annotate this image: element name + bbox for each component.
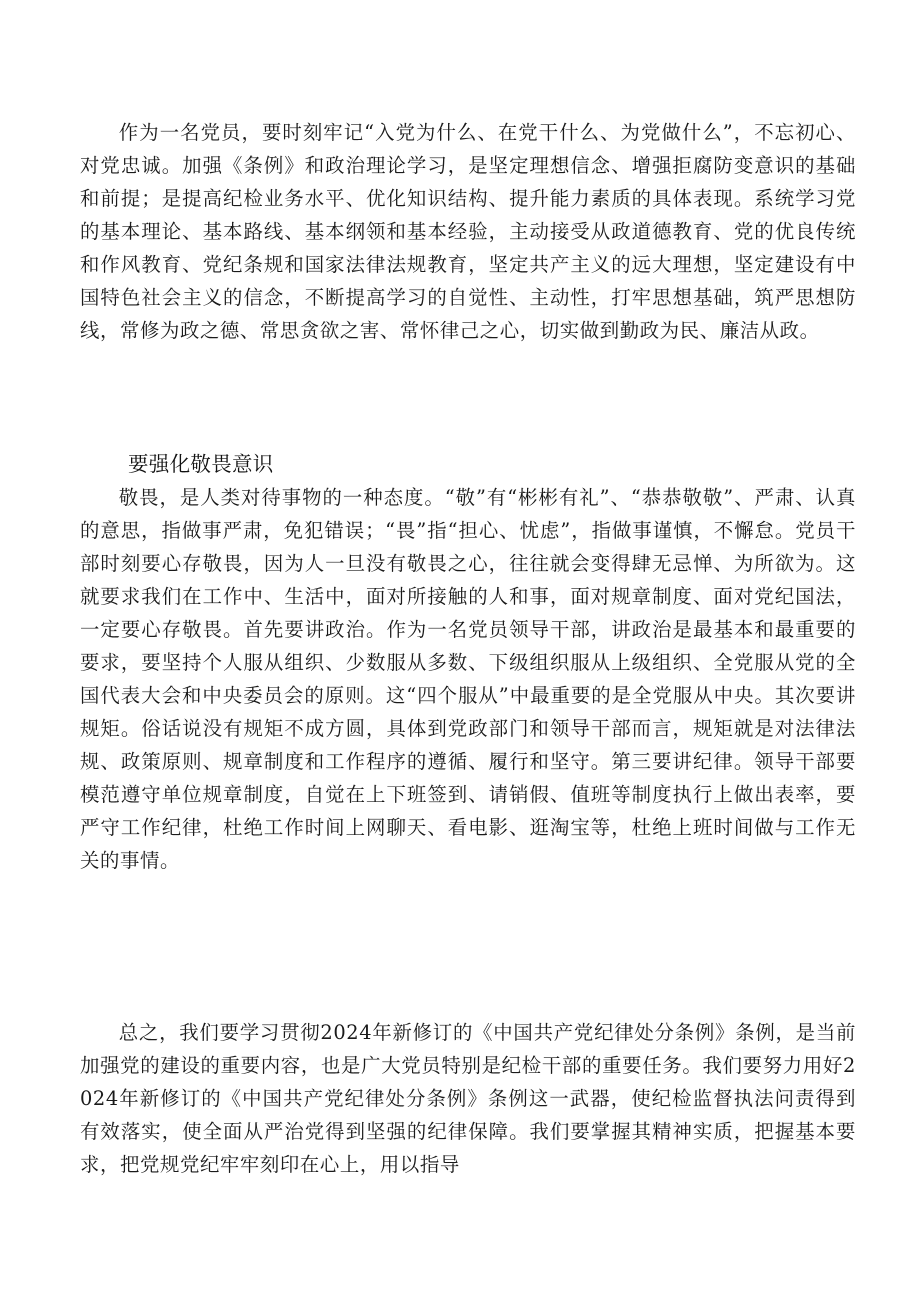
body-paragraph-conclusion: 总之，我们要学习贯彻2024年新修订的《中国共产党纪律处分条例》条例，是当前加强党的建设的重要内容，也是广大党员特别是纪检干部的重要任务。我们要努力用好2024年新修订的《中国共产党纪律处分条例》条例这一武器，使纪检监督执法问责得到有效落实，使全面从严治党得到坚强的纪律保障。我们要掌握其精神实质，把握基本要求，把党规党纪牢牢刻印在心上，用以指导 [80, 1021, 856, 1176]
body-paragraph-party-loyalty: 作为一名党员，要时刻牢记“入党为什么、在党干什么、为党做什么”，不忘初心、对党忠诚。加强《条例》和政治理论学习，是坚定理想信念、增强拒腐防变意识的基础和前提；是提高纪检业务水平、优化知识结构、提升能力素质的具体表现。系统学习党的基本理论、基本路线、基本纲领和基本经验，主动接受从政道德教育、党的优良传统和作风教育、党纪条规和国家法律法规教育，坚定共产主义的远大理想，坚定建设有中国特色社会主义的信念，不断提高学习的自觉性、主动性，打牢思想基础，筑严思想防线，常修为政之德、常思贪欲之害、常怀律己之心，切实做到勤政为民、廉洁从政。 [80, 121, 856, 342]
body-paragraph-reverence: 敬畏，是人类对待事物的一种态度。“敬”有“彬彬有礼”、“恭恭敬敬”、严肃、认真的意思，指做事严肃，免犯错误；“畏”指“担心、忧虑”，指做事谨慎，不懈怠。党员干部时刻要心存敬畏，因为人一旦没有敬畏之心，往往就会变得肆无忌惮、为所欲为。这就要求我们在工作中、生活中，面对所接触的人和事，面对规章制度、面对党纪国法，一定要心存敬畏。首先要讲政治。作为一名党员领导干部，讲政治是最基本和最重要的要求，要坚持个人服从组织、少数服从多数、下级组织服从上级组织、全党服从党的全国代表大会和中央委员会的原则。这“四个服从”中最重要的是全党服从中央。其次要讲规矩。俗话说没有规矩不成方圆，具体到党政部门和领导干部而言，规矩就是对法律法规、政策原则、规章制度和工作程序的遵循、履行和坚守。第三要讲纪律。领导干部要模范遵守单位规章制度，自觉在上下班签到、请销假、值班等制度执行上做出表率，要严守工作纪律，杜绝工作时间上网聊天、看电影、逛淘宝等，杜绝上班时间做与工作无关的事情。 [80, 486, 856, 872]
section-heading: 要强化敬畏意识 [128, 452, 274, 476]
